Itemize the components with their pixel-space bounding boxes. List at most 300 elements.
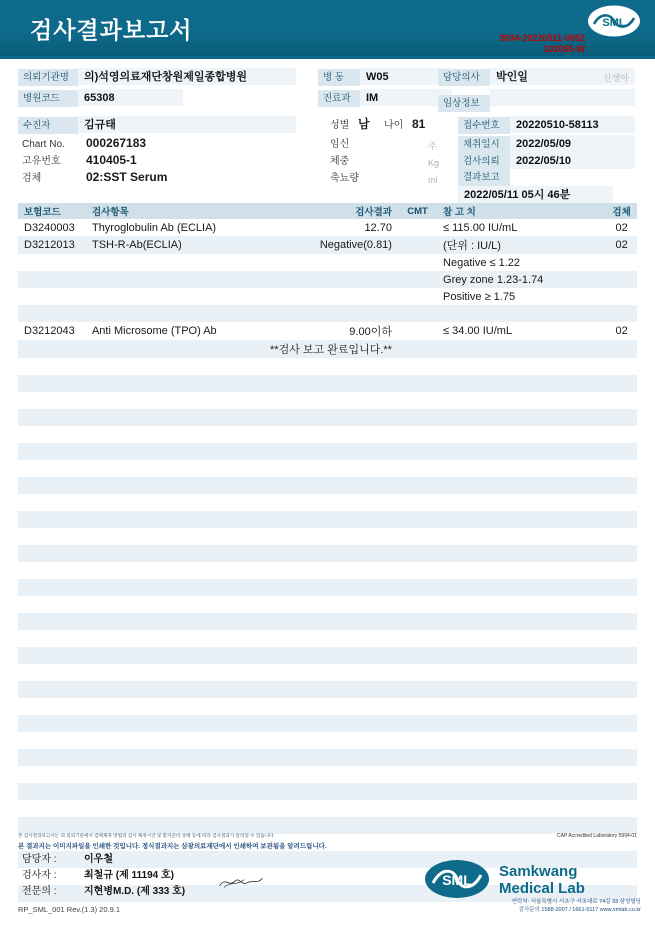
table-cell-reference: Grey zone 1.23-1.74 — [433, 271, 606, 288]
table-cell-test — [80, 460, 265, 477]
doctor-name: 박인일 — [496, 71, 528, 83]
signature-label: 검사자 : — [22, 870, 57, 881]
table-cell-test — [80, 732, 265, 749]
svg-text:SML: SML — [442, 872, 472, 888]
table-cell-specimen: 02 — [606, 236, 637, 254]
reported-field — [458, 169, 637, 204]
svg-text:Medical Lab: Medical Lab — [499, 880, 585, 897]
table-cell-specimen — [606, 358, 637, 375]
table-cell-specimen — [606, 732, 637, 749]
ward-label: 병 동 — [318, 69, 360, 86]
table-cell-result — [265, 477, 402, 494]
table-cell-code — [18, 800, 80, 817]
table-row — [18, 681, 637, 698]
table-cell-specimen — [606, 511, 637, 528]
ward-value: W05 — [360, 68, 452, 85]
svg-text:Samkwang: Samkwang — [499, 863, 578, 880]
table-cell-cmt — [402, 305, 433, 322]
table-row — [18, 698, 637, 715]
table-cell-result — [265, 288, 402, 305]
table-row — [18, 409, 637, 426]
table-cell-specimen — [606, 630, 637, 647]
table-cell-cmt — [402, 698, 433, 715]
table-cell-code — [18, 664, 80, 681]
table-cell-code — [18, 426, 80, 443]
table-cell-reference — [433, 766, 606, 783]
table-cell-result — [265, 766, 402, 783]
table-cell-specimen — [606, 817, 637, 834]
table-cell-result — [265, 715, 402, 732]
table-row — [18, 715, 637, 732]
table-cell-cmt — [402, 783, 433, 800]
table-cell-cmt — [402, 271, 433, 288]
table-cell-cmt — [402, 613, 433, 630]
table-cell-test — [80, 630, 265, 647]
patient-value: 김규태 — [78, 116, 296, 133]
weight-label: 체중 — [330, 156, 350, 167]
table-cell-specimen — [606, 375, 637, 392]
table-cell-result — [265, 305, 402, 322]
table-cell-result — [265, 647, 402, 664]
table-cell-reference — [433, 511, 606, 528]
table-cell-specimen — [606, 698, 637, 715]
table-row — [18, 392, 637, 409]
table-cell-reference: Negative ≤ 1.22 — [443, 256, 520, 269]
table-cell-specimen — [606, 681, 637, 698]
table-cell-test — [80, 613, 265, 630]
dept-label: 진료과 — [318, 90, 360, 107]
table-cell-cmt — [402, 426, 433, 443]
client-label-field — [18, 68, 296, 86]
table-cell-cmt — [402, 460, 433, 477]
table-row — [18, 783, 637, 800]
table-cell-code — [18, 494, 80, 511]
table-cell-reference — [433, 783, 606, 800]
table-cell-cmt — [402, 579, 433, 596]
document-id: RP_SML_001 Rev.(1.3) 20.9.1 — [18, 905, 121, 914]
table-cell-result — [265, 392, 402, 409]
table-row — [18, 511, 637, 528]
table-cell-specimen — [606, 545, 637, 562]
clinical-label: 임상정보 — [438, 95, 490, 112]
hospital-code-label: 병원코드 — [18, 90, 78, 107]
table-row — [18, 443, 637, 460]
table-cell-result — [265, 817, 402, 834]
table-cell-reference — [433, 613, 606, 630]
table-cell-test — [80, 800, 265, 817]
table-cell-reference: ≤ 115.00 IU/mL — [443, 221, 518, 234]
table-cell-cmt — [402, 443, 433, 460]
collected-value: 2022/05/09 — [510, 135, 635, 152]
table-cell-specimen — [606, 409, 637, 426]
table-cell-reference — [433, 562, 606, 579]
patient-label: 수진자 — [18, 117, 78, 134]
sex-label: 성별 — [330, 120, 350, 131]
table-cell-reference — [433, 358, 606, 375]
table-cell-reference — [433, 545, 606, 562]
table-cell-code — [18, 443, 80, 460]
table-cell-test — [80, 596, 265, 613]
table-cell-specimen — [606, 305, 637, 322]
table-row — [18, 358, 637, 375]
table-cell-reference — [433, 698, 606, 715]
table-cell-test — [80, 340, 265, 358]
table-cell-code — [18, 375, 80, 392]
table-cell-reference — [433, 409, 606, 426]
table-cell-test — [80, 494, 265, 511]
table-cell-result — [265, 732, 402, 749]
table-cell-reference: Positive ≥ 1.75 — [443, 290, 516, 303]
table-cell-result — [265, 851, 402, 868]
doctor-extra: 신생아 — [602, 73, 629, 83]
page-title: 검사결과보고서 — [30, 17, 193, 43]
table-row — [18, 494, 637, 511]
table-cell-result — [265, 494, 402, 511]
table-cell-result — [265, 596, 402, 613]
table-row — [18, 647, 637, 664]
table-cell-code — [18, 732, 80, 749]
table-cell-test — [80, 698, 265, 715]
sml-logo-icon — [587, 4, 641, 38]
table-cell-reference: (단위 : IU/L) — [433, 236, 606, 254]
table-row — [18, 426, 637, 443]
table-cell-code — [18, 715, 80, 732]
signature-value: 지현병M.D. (제 333 호) — [84, 886, 186, 897]
table-cell-code — [18, 511, 80, 528]
table-cell-code — [18, 340, 80, 358]
table-row — [18, 375, 637, 392]
table-cell-reference — [433, 443, 606, 460]
table-cell-cmt — [402, 528, 433, 545]
table-cell-code: D3240003 — [24, 221, 75, 234]
table-cell-test — [80, 562, 265, 579]
table-cell-result — [265, 460, 402, 477]
table-cell-specimen — [606, 254, 637, 271]
signature-value: 이우철 — [84, 854, 113, 865]
table-cell-result: **검사 보고 완료입니다.** — [265, 340, 402, 358]
table-cell-reference — [433, 528, 606, 545]
table-cell-result — [265, 528, 402, 545]
column-header-test: 검사항목 — [80, 203, 265, 219]
signature-label: 전문의 : — [22, 886, 57, 897]
table-cell-result — [265, 375, 402, 392]
table-cell-specimen — [606, 477, 637, 494]
column-header-cmt: CMT — [402, 203, 433, 219]
table-cell-specimen: 02 — [615, 221, 628, 234]
table-cell-test — [80, 392, 265, 409]
table-row — [18, 817, 637, 834]
report-header — [0, 0, 655, 56]
table-cell-cmt — [402, 817, 433, 834]
table-cell-cmt — [402, 647, 433, 664]
table-cell-reference — [433, 681, 606, 698]
table-cell-cmt — [402, 749, 433, 766]
table-cell-result — [265, 254, 402, 271]
urine-unit: ml — [428, 175, 438, 185]
table-row — [18, 596, 637, 613]
table-cell-test — [80, 375, 265, 392]
table-row — [18, 236, 637, 254]
specimen-label: 검체 — [22, 173, 42, 184]
table-cell-cmt — [402, 409, 433, 426]
table-cell-cmt — [402, 236, 433, 254]
table-cell-code — [18, 545, 80, 562]
table-cell-result — [265, 783, 402, 800]
table-cell-code — [18, 613, 80, 630]
table-cell-cmt — [402, 715, 433, 732]
header-divider — [0, 56, 655, 59]
table-cell-result — [265, 613, 402, 630]
urine-label: 축뇨량 — [330, 173, 359, 184]
table-cell-cmt — [402, 322, 433, 340]
table-cell-specimen — [606, 613, 637, 630]
table-cell-specimen — [606, 443, 637, 460]
table-cell-code — [18, 254, 80, 271]
requested-value: 2022/05/10 — [510, 152, 635, 169]
table-cell-reference — [433, 579, 606, 596]
table-cell-test — [80, 817, 265, 834]
table-cell-cmt — [402, 681, 433, 698]
table-row — [18, 340, 637, 358]
table-cell-reference — [433, 494, 606, 511]
table-cell-specimen — [606, 494, 637, 511]
table-cell-cmt — [402, 340, 433, 358]
table-cell-result — [265, 885, 402, 902]
handwritten-signature-icon — [218, 875, 264, 889]
table-cell-cmt — [402, 219, 433, 236]
table-cell-result — [265, 681, 402, 698]
sml-footer-logo — [423, 856, 641, 902]
reported-value: 2022/05/11 05시 46분 — [458, 186, 613, 203]
table-cell-cmt — [402, 358, 433, 375]
table-cell-reference — [433, 460, 606, 477]
specimen-value: 02:SST Serum — [86, 170, 168, 184]
table-row — [18, 562, 637, 579]
accession-value: 20220510-58113 — [510, 116, 635, 133]
table-cell-reference — [433, 305, 606, 322]
table-cell-test: Thyroglobulin Ab (ECLIA) — [91, 221, 217, 234]
table-cell-test — [80, 528, 265, 545]
table-cell-result — [265, 868, 402, 885]
footer-address-line2: 검사문의 1588-2007 / 1661-5117 www.smlab.co.kr — [518, 907, 641, 913]
table-row — [18, 322, 637, 340]
table-cell-result — [265, 271, 402, 288]
table-cell-specimen — [606, 426, 637, 443]
table-cell-test — [80, 664, 265, 681]
table-cell-cmt — [402, 596, 433, 613]
table-row — [18, 477, 637, 494]
age-label: 나이 — [384, 120, 404, 131]
chart-value: 000267183 — [86, 136, 147, 150]
table-cell-test — [80, 749, 265, 766]
table-row — [18, 545, 637, 562]
signature-row — [22, 852, 185, 868]
requested-label: 검사의뢰 — [458, 153, 510, 170]
table-cell-cmt — [402, 545, 433, 562]
table-cell-code — [18, 392, 80, 409]
column-header-specimen: 검체 — [606, 203, 637, 219]
table-cell-test — [80, 647, 265, 664]
table-row — [18, 305, 637, 322]
table-row — [18, 288, 637, 305]
table-cell-result — [265, 409, 402, 426]
table-cell-code — [18, 562, 80, 579]
table-cell-reference — [433, 630, 606, 647]
client-label: 의뢰기관명 — [18, 69, 78, 86]
table-cell-cmt — [402, 254, 433, 271]
table-cell-cmt — [402, 392, 433, 409]
accession-field — [458, 116, 635, 134]
table-cell-test — [80, 477, 265, 494]
table-cell-specimen — [606, 562, 637, 579]
table-cell-result — [265, 562, 402, 579]
table-cell-code — [18, 358, 80, 375]
chart-label: Chart No. — [22, 139, 65, 150]
table-cell-code — [18, 817, 80, 834]
table-cell-result — [265, 664, 402, 681]
table-cell-specimen — [606, 766, 637, 783]
dept-field — [318, 89, 452, 107]
barcode-number: 3034-20220511-0052 102055-W — [499, 33, 585, 54]
signature-block — [22, 852, 185, 900]
table-cell-result — [265, 749, 402, 766]
column-header-code: 보험코드 — [18, 203, 80, 219]
table-row — [18, 460, 637, 477]
table-cell-specimen — [606, 664, 637, 681]
table-cell-code — [18, 698, 80, 715]
hospital-code-field — [18, 89, 183, 107]
signature-row — [22, 884, 185, 900]
patient-field — [18, 116, 296, 134]
table-cell-cmt — [402, 477, 433, 494]
table-cell-test — [80, 766, 265, 783]
table-row — [18, 749, 637, 766]
table-cell-cmt — [402, 375, 433, 392]
table-row — [18, 630, 637, 647]
table-cell-code — [18, 783, 80, 800]
table-cell-test — [80, 409, 265, 426]
accession-label: 접수번호 — [458, 117, 510, 134]
svg-text:SML: SML — [602, 17, 626, 29]
table-cell-test: Anti Microsome (TPO) Ab — [91, 325, 217, 337]
footer-address — [512, 898, 641, 914]
table-cell-specimen — [606, 528, 637, 545]
table-cell-test — [80, 783, 265, 800]
table-cell-result — [265, 630, 402, 647]
table-cell-result — [265, 443, 402, 460]
table-row — [18, 254, 637, 271]
sex-value: 남 — [358, 117, 370, 131]
table-cell-cmt — [402, 766, 433, 783]
table-row — [18, 579, 637, 596]
table-cell-code — [18, 579, 80, 596]
table-cell-test — [80, 715, 265, 732]
table-cell-code — [18, 528, 80, 545]
table-cell-cmt — [402, 494, 433, 511]
weight-unit: Kg — [428, 158, 440, 168]
table-cell-test — [80, 545, 265, 562]
table-cell-specimen — [606, 800, 637, 817]
table-cell-reference — [433, 647, 606, 664]
table-cell-test — [80, 288, 265, 305]
table-cell-reference — [433, 477, 606, 494]
table-cell-specimen — [606, 392, 637, 409]
table-cell-reference — [433, 800, 606, 817]
table-cell-reference — [433, 375, 606, 392]
pregnancy-unit: 주 — [428, 141, 437, 151]
table-cell-code — [18, 647, 80, 664]
dept-value: IM — [360, 89, 452, 106]
table-cell-result — [265, 511, 402, 528]
client-value: 의)석영의료재단창원제일종합병원 — [78, 68, 296, 85]
table-cell-reference — [433, 732, 606, 749]
table-cell-code — [18, 596, 80, 613]
collected-label: 채취일시 — [458, 136, 510, 153]
table-cell-result — [265, 698, 402, 715]
table-cell-code — [18, 630, 80, 647]
results-table-body — [18, 219, 637, 902]
results-table — [18, 203, 637, 902]
table-cell-test — [80, 271, 265, 288]
table-cell-reference — [433, 715, 606, 732]
results-table-wrapper — [18, 203, 637, 902]
table-cell-test — [80, 254, 265, 271]
column-header-result: 검사결과 — [265, 203, 402, 219]
table-row — [18, 219, 637, 236]
table-cell-reference — [433, 392, 606, 409]
doctor-field — [438, 68, 635, 86]
table-cell-test — [80, 305, 265, 322]
table-cell-result — [265, 358, 402, 375]
table-cell-specimen — [606, 783, 637, 800]
table-cell-code — [18, 749, 80, 766]
table-row — [18, 271, 637, 288]
accreditation-text: CAP Accredited Laboratory 5994-01 — [557, 833, 637, 839]
table-cell-test — [80, 443, 265, 460]
legal-notice: 본 결과지는 이미지파일을 인쇄한 것입니다. 정식결과지는 삼광의료재단에서 인쇄하여 보관됨을 알려드립니다. — [18, 843, 327, 850]
table-cell-cmt — [402, 562, 433, 579]
patient-info-block — [18, 68, 637, 201]
table-cell-cmt — [402, 630, 433, 647]
table-cell-result — [265, 426, 402, 443]
table-cell-specimen — [606, 579, 637, 596]
table-cell-code — [18, 409, 80, 426]
requested-field — [458, 152, 635, 170]
fine-print-text: 본 검사결과보고서는 의 의뢰기관에서 검체채취 방법과 검사 채취시간 및 환자준비 상태 등에 따라 검사결과가 달라질 수 있습니다. — [18, 833, 275, 838]
table-cell-specimen — [606, 596, 637, 613]
table-cell-specimen — [606, 288, 637, 305]
table-cell-code — [18, 460, 80, 477]
table-cell-test: TSH-R-Ab(ECLIA) — [80, 236, 265, 254]
table-row — [18, 613, 637, 630]
ward-field — [318, 68, 452, 86]
table-cell-code: D3212043 — [24, 325, 75, 337]
table-cell-test — [80, 579, 265, 596]
table-cell-reference — [433, 596, 606, 613]
table-cell-specimen — [606, 647, 637, 664]
table-cell-cmt — [402, 732, 433, 749]
unique-value: 410405-1 — [86, 153, 137, 167]
clinical-value — [490, 89, 635, 106]
table-cell-specimen — [606, 749, 637, 766]
table-row — [18, 528, 637, 545]
table-cell-result: Negative(0.81) — [265, 236, 402, 254]
table-cell-reference — [433, 664, 606, 681]
table-row — [18, 766, 637, 783]
table-row — [18, 800, 637, 817]
table-header-row — [18, 203, 637, 219]
table-cell-code — [18, 305, 80, 322]
